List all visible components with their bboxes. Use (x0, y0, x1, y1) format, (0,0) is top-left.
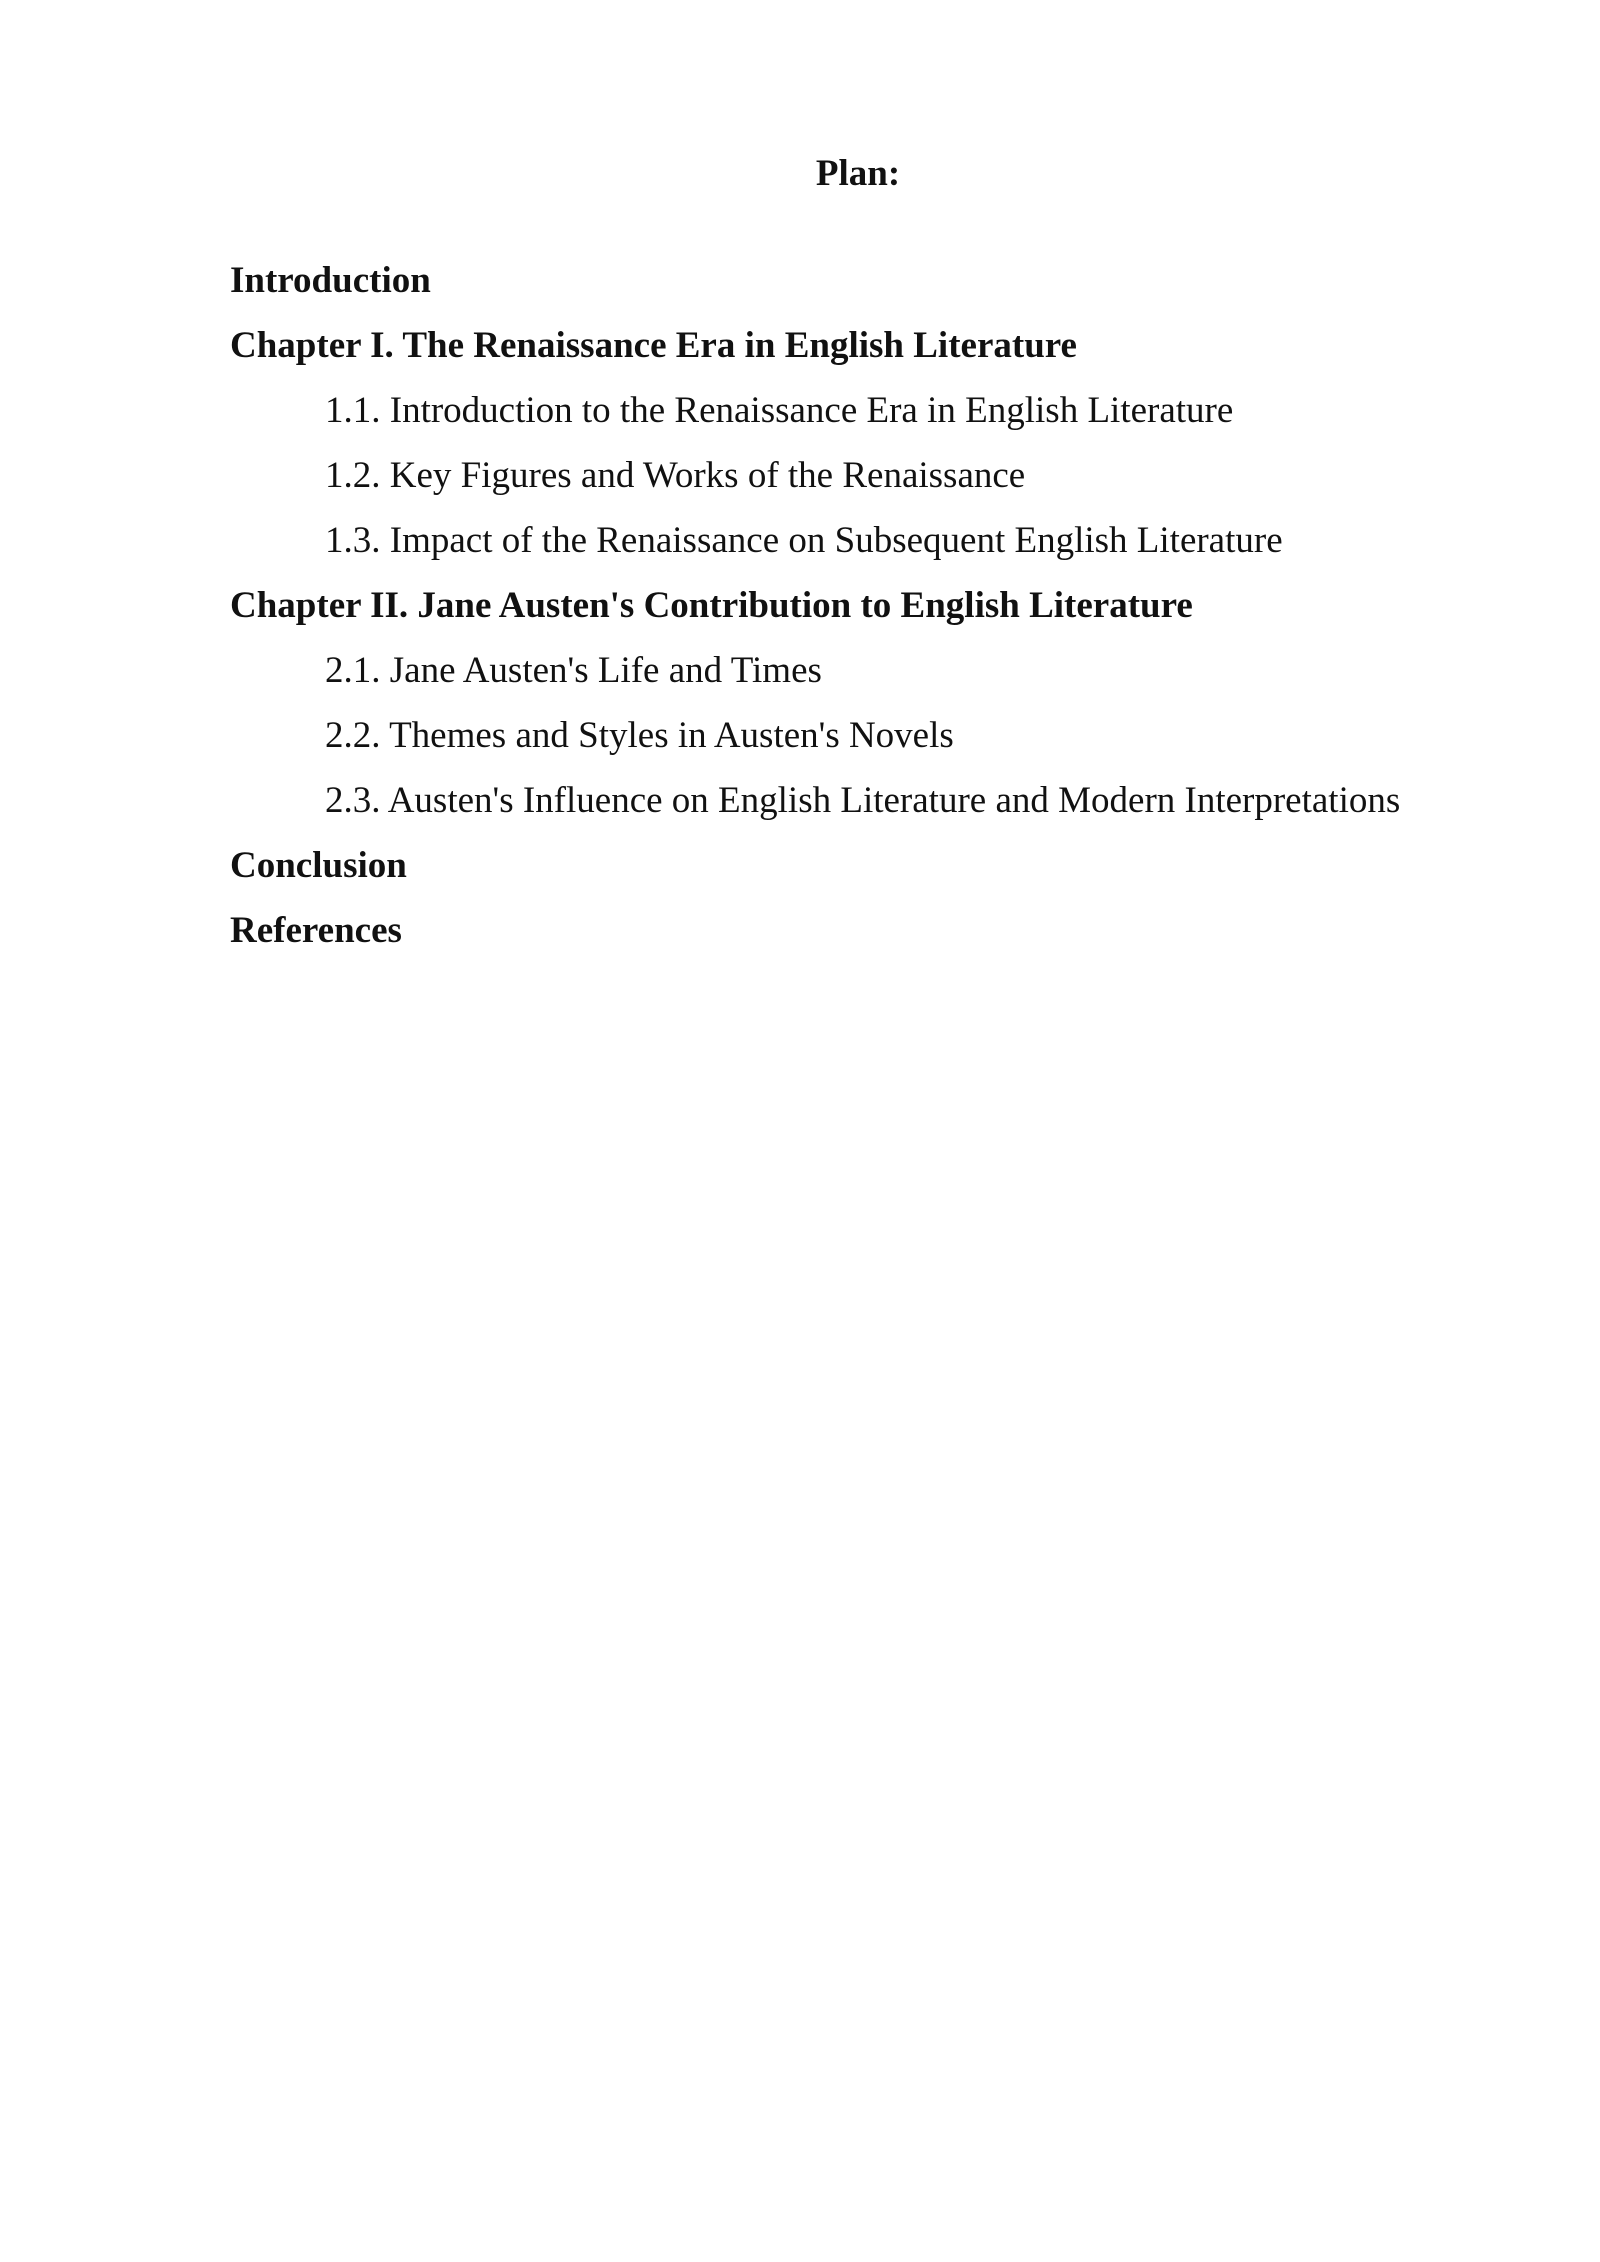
table-of-contents (230, 248, 1570, 963)
toc-item-chapter-2: Chapter II. Jane Austen's Contribution to English Literature (230, 585, 1193, 626)
toc-item-conclusion: Conclusion (230, 845, 407, 886)
page-title: Plan: (815, 153, 901, 194)
toc-item-section-1-3: 1.3. Impact of the Renaissance on Subsequent English Literature (325, 520, 1283, 561)
toc-item-section-1-1: 1.1. Introduction to the Renaissance Era in English Literature (325, 390, 1234, 431)
toc-item-section-1-2: 1.2. Key Figures and Works of the Renaissance (325, 455, 1026, 496)
toc-item-section-2-2: 2.2. Themes and Styles in Austen's Novels (325, 715, 954, 756)
toc-item-chapter-1: Chapter I. The Renaissance Era in English Literature (230, 325, 1077, 366)
toc-item-section-2-3: 2.3. Austen's Influence on English Literature and Modern Interpretations (325, 780, 1401, 821)
toc-item-section-2-1: 2.1. Jane Austen's Life and Times (325, 650, 822, 691)
toc-item-references: References (230, 910, 402, 951)
toc-item-introduction: Introduction (230, 260, 431, 301)
